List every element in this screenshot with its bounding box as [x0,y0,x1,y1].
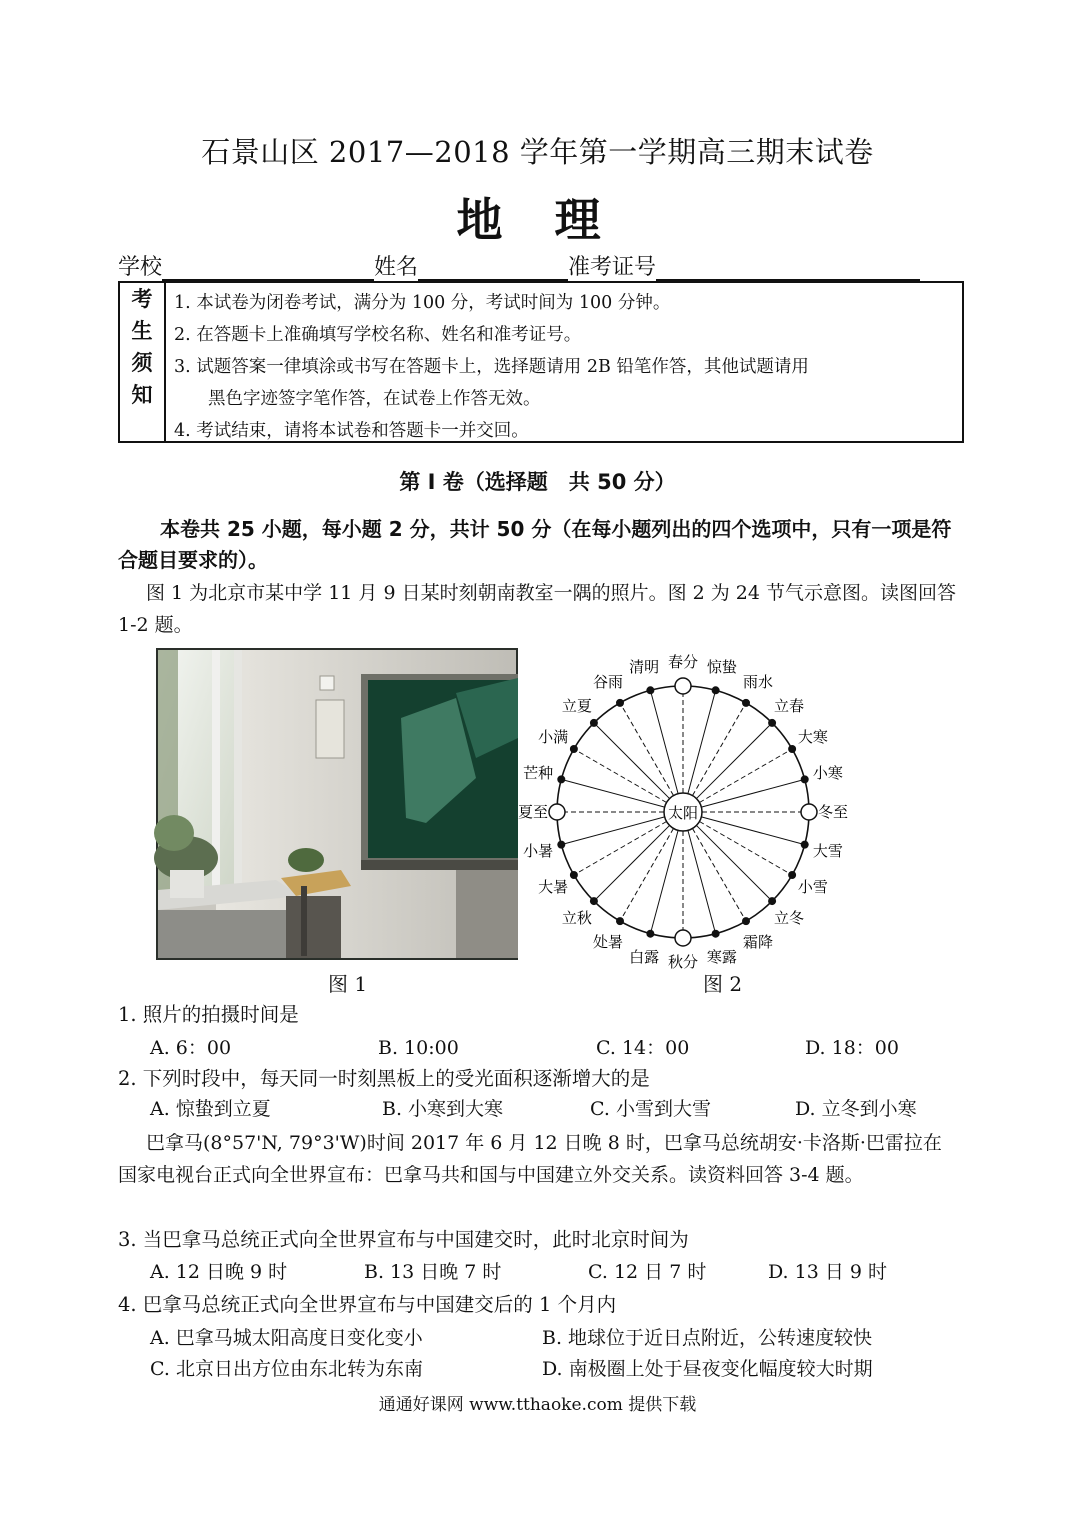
term-spoke [594,825,670,901]
term-marker [712,686,720,694]
option-b[interactable]: B. 10:00 [378,1037,459,1059]
term-marker [590,897,598,905]
term-marker [590,719,598,727]
question-1-stem: 1. 照片的拍摄时间是 [118,1003,299,1026]
term-label: 小寒 [812,764,843,783]
option-b[interactable]: B. 13 日晚 7 时 [364,1261,502,1283]
option-d[interactable]: D. 南极圈上处于昼夜变化幅度较大时期 [542,1358,873,1380]
term-marker [788,871,796,879]
term-label: 春分 [667,653,699,671]
exam-title: 石景山区 2017—2018 学年第一学期高三期末试卷 [201,135,874,169]
question-2-stem: 2. 下列时段中，每天同一时刻黑板上的受光面积逐渐增大的是 [118,1067,650,1090]
option-b[interactable]: B. 地球位于近日点附近，公转速度较快 [542,1327,873,1349]
term-label: 寒露 [706,947,737,966]
term-marker [768,719,776,727]
term-marker [557,775,565,783]
term-spoke [574,822,667,876]
term-marker [570,871,578,879]
name-input-line[interactable] [418,255,568,281]
major-term-marker [675,678,691,694]
option-d[interactable]: D. 13 日 9 时 [768,1261,888,1283]
major-term-marker [675,930,691,946]
term-label: 大暑 [538,878,569,896]
term-marker [616,917,624,925]
term-spoke [693,828,747,921]
term-spoke [650,830,678,933]
option-c[interactable]: C. 14：00 [596,1037,690,1059]
term-spoke [561,779,664,807]
option-a[interactable]: A. 6：00 [150,1037,232,1059]
term-marker [646,686,654,694]
term-label: 处暑 [592,932,624,951]
term-spoke [701,817,804,845]
term-spoke [574,749,667,803]
option-a[interactable]: A. 惊蛰到立夏 [150,1098,271,1120]
question-context-2: 巴拿马(8°57'N, 79°3'W)时间 2017 年 6 月 12 日晚 8 时，巴拿马总统胡安·卡洛斯·巴雷拉在国家电视台正式向全世界宣布：巴拿马共和国与中国建立外交关系。读资料回答 3-4 题。 [118,1132,942,1186]
option-c[interactable]: C. 小雪到大雪 [590,1098,711,1120]
question-3-options [150,1257,910,1287]
term-marker [788,745,796,753]
question-2-options [150,1094,950,1124]
option-d[interactable]: D. 18：00 [805,1037,899,1059]
section-intro: 本卷共 25 小题，每小题 2 分，共计 50 分（在每小题列出的四个选项中，只有一项是符合题目要求的）。 [118,517,952,572]
term-marker [742,699,750,707]
option-b[interactable]: B. 小寒到大寒 [382,1098,504,1120]
student-info-fields [118,250,920,281]
exam-notice-box [118,281,964,443]
term-spoke [696,825,772,901]
term-spoke [594,723,670,799]
term-label: 雨水 [742,673,774,692]
notice-item: 1. 本试卷为闭卷考试，满分为 100 分，考试时间为 100 分钟。 [174,293,671,313]
term-label: 谷雨 [592,673,624,692]
sun-label: 太阳 [667,804,699,822]
term-spoke [699,749,792,803]
notice-heading-char: 考 [131,287,153,311]
term-marker [557,841,565,849]
term-label: 夏至 [517,803,549,821]
exam-id-input-line[interactable] [656,255,920,281]
term-marker [570,745,578,753]
term-marker [801,841,809,849]
option-a[interactable]: A. 12 日晚 9 时 [150,1261,288,1283]
option-d[interactable]: D. 立冬到小寒 [795,1098,917,1120]
term-label: 立冬 [774,909,805,928]
term-label: 清明 [629,658,660,677]
solar-terms-diagram [517,653,854,971]
major-term-marker [801,804,817,820]
term-spoke [620,703,674,796]
footer-source: 通通好课网 www.tthaoke.com 提供下载 [378,1395,697,1415]
term-label: 白露 [629,947,660,966]
term-marker [616,699,624,707]
term-label: 小雪 [797,878,828,896]
section-title: 第 Ⅰ 卷（选择题 共 50 分） [399,470,676,494]
term-label: 冬至 [817,803,849,821]
term-marker [768,897,776,905]
term-label: 立夏 [561,696,592,715]
term-label: 小暑 [523,841,554,860]
exam-id-label: 准考证号 [568,255,657,280]
notice-item: 3. 试题答案一律填涂或书写在答题卡上，选择题请用 2B 铅笔作答，其他试题请用 [174,357,809,377]
term-spoke [696,723,772,799]
term-marker [801,775,809,783]
subject-title: 地 理 [456,193,619,247]
question-context-1: 图 1 为北京市某中学 11 月 9 日某时刻朝南教室一隅的照片。图 2 为 24 节气示意图。读图回答 1-2 题。 [118,582,957,636]
term-label: 立春 [774,696,805,715]
term-label: 霜降 [742,932,774,951]
term-spoke [699,822,792,876]
term-label: 秋分 [667,953,699,971]
term-label: 芒种 [523,764,554,783]
question-4-stem: 4. 巴拿马总统正式向全世界宣布与中国建交后的 1 个月内 [118,1293,617,1316]
term-spoke [561,817,664,845]
school-label: 学校 [118,255,163,280]
term-spoke [701,779,804,807]
term-label: 大雪 [812,841,843,860]
term-label: 小满 [538,728,569,746]
notice-item: 黑色字迹签字笔作答，在试卷上作答无效。 [208,389,541,409]
term-spoke [688,690,716,793]
notice-heading-char: 知 [131,383,153,407]
term-spoke [693,703,747,796]
school-input-line[interactable] [162,255,374,281]
major-term-marker [549,804,565,820]
notice-heading-char: 须 [131,351,153,375]
name-label: 姓名 [374,255,419,280]
question-3-stem: 3. 当巴拿马总统正式向全世界宣布与中国建交时，此时北京时间为 [118,1228,689,1251]
figure-2-caption: 图 2 [703,972,743,996]
question-4-options [150,1323,950,1385]
figure-1-caption: 图 1 [328,972,368,996]
term-label: 立秋 [561,909,592,928]
term-spoke [688,830,716,933]
notice-item: 4. 考试结束，请将本试卷和答题卡一并交回。 [174,421,529,441]
term-spoke [620,828,674,921]
option-a[interactable]: A. 巴拿马城太阳高度日变化变小 [150,1327,423,1349]
term-marker [646,930,654,938]
term-spoke [650,690,678,793]
term-marker [742,917,750,925]
option-c[interactable]: C. 12 日 7 时 [588,1261,707,1283]
notice-heading [120,283,166,441]
question-1-options [150,1033,910,1063]
notice-items [174,287,956,447]
term-label: 惊蛰 [706,658,737,677]
option-c[interactable]: C. 北京日出方位由东北转为东南 [150,1358,423,1380]
notice-heading-char: 生 [131,319,153,343]
notice-item: 2. 在答题卡上准确填写学校名称、姓名和准考证号。 [174,325,582,345]
term-marker [712,930,720,938]
classroom-photo [156,648,518,960]
term-label: 大寒 [797,728,828,746]
